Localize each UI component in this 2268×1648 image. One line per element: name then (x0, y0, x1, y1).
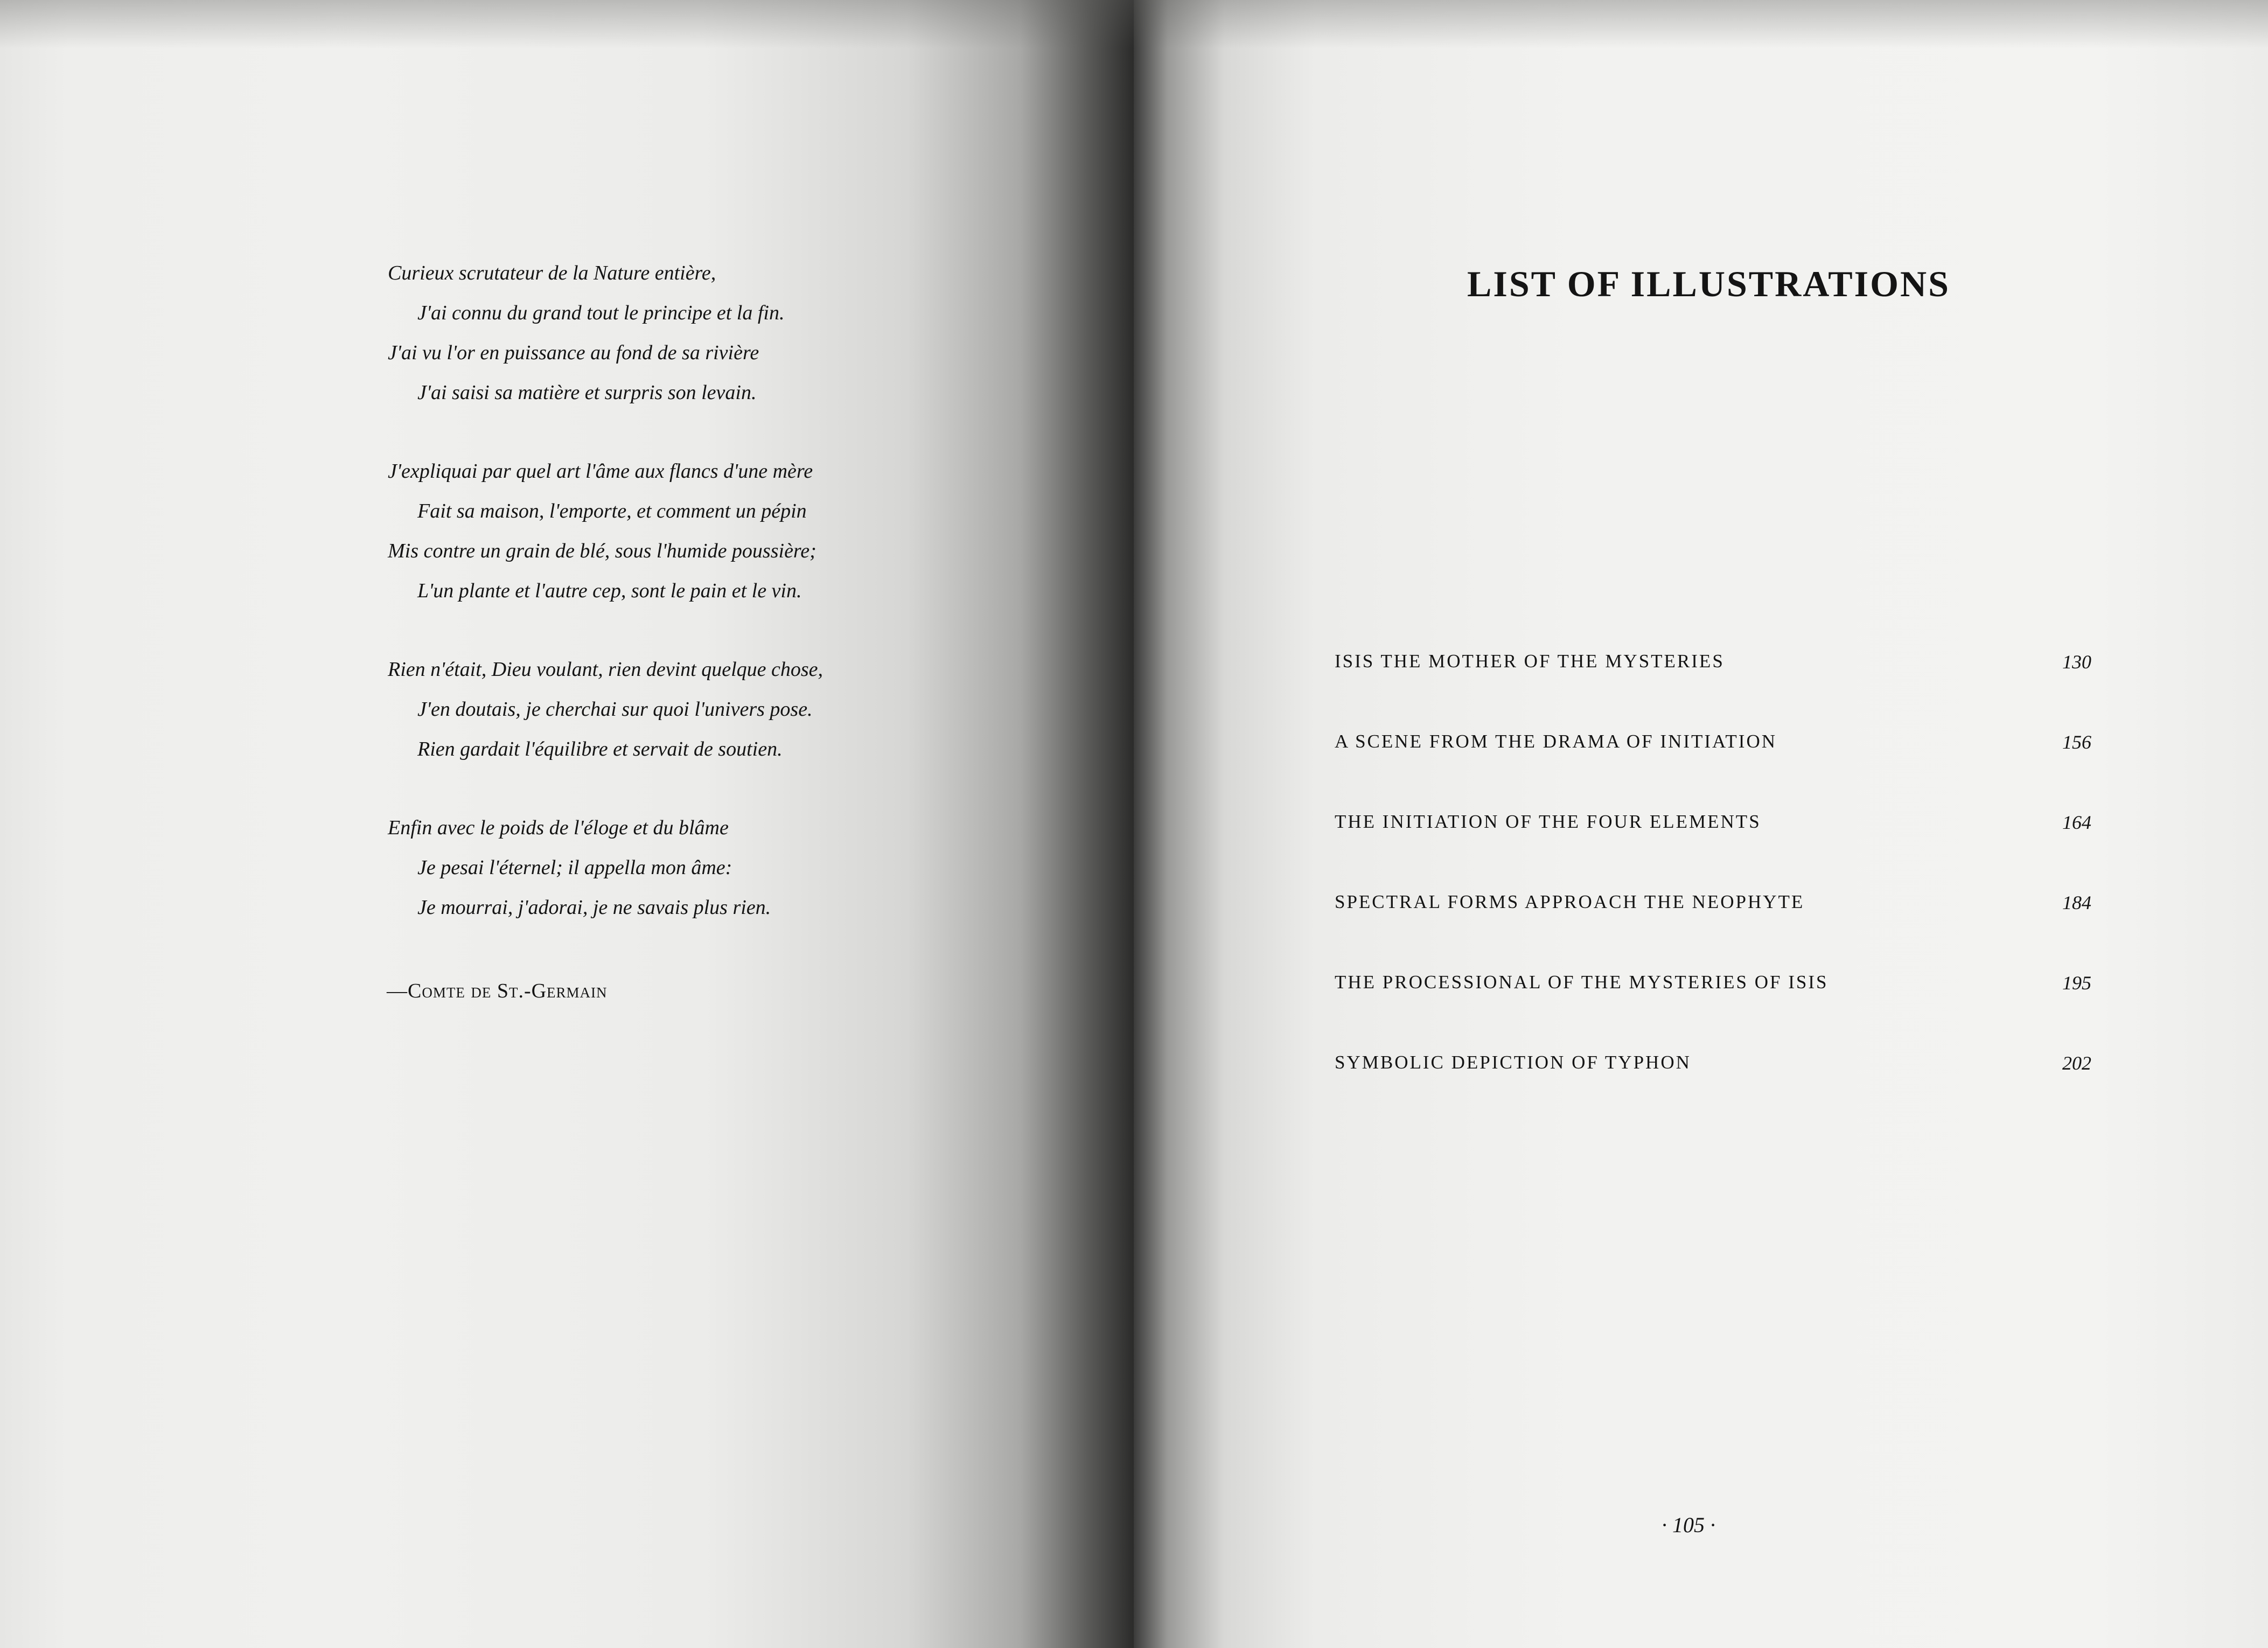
poem-attribution: —Comte de St.-Germain (387, 980, 608, 1002)
poem-stanza-3 (388, 650, 1088, 769)
poem-line: Enfin avec le poids de l'éloge et du blâme (388, 816, 729, 839)
poem-line: J'ai connu du grand tout le principe et la fin. (417, 302, 785, 324)
poem-line: Je mourrai, j'adorai, je ne savais plus rien. (417, 896, 771, 919)
illustration-title: ISIS THE MOTHER OF THE MYSTERIES (1335, 651, 1725, 672)
poem-stanza-2 (388, 451, 1088, 611)
list-item (1335, 651, 2091, 731)
list-item (1335, 891, 2091, 972)
page-title: LIST OF ILLUSTRATIONS (1467, 263, 1950, 304)
page-number: · 105 · (1662, 1513, 1715, 1537)
poem-line: L'un plante et l'autre cep, sont le pain et le vin. (417, 579, 802, 602)
illustration-title: SPECTRAL FORMS APPROACH THE NEOPHYTE (1335, 891, 1805, 912)
illustration-page-number: 184 (2062, 892, 2091, 913)
list-item (1335, 1052, 2091, 1132)
illustration-title: A SCENE FROM THE DRAMA OF INITIATION (1335, 731, 1777, 752)
poem (388, 253, 1088, 927)
poem-line: Fait sa maison, l'emporte, et comment un pépin (417, 500, 807, 522)
poem-stanza-1 (388, 253, 1088, 413)
illustration-page-number: 156 (2062, 731, 2091, 753)
poem-line: Je pesai l'éternel; il appella mon âme: (417, 856, 732, 879)
poem-line: Rien n'était, Dieu voulant, rien devint quelque chose, (388, 658, 824, 681)
illustration-page-number: 164 (2062, 812, 2091, 833)
poem-line: J'ai saisi sa matière et surpris son levain. (417, 381, 757, 404)
poem-line: Rien gardait l'équilibre et servait de soutien. (417, 738, 783, 760)
list-item (1335, 811, 2091, 891)
illustration-title: SYMBOLIC DEPICTION OF TYPHON (1335, 1052, 1691, 1073)
scan-top-shadow (0, 0, 2268, 48)
illustration-title: THE PROCESSIONAL OF THE MYSTERIES OF ISIS (1335, 972, 1829, 993)
illustration-page-number: 202 (2062, 1052, 2091, 1074)
list-item (1335, 731, 2091, 811)
poem-line: J'en doutais, je cherchai sur quoi l'univers pose. (417, 698, 813, 721)
illustrations-list (1335, 651, 2091, 1132)
poem-line: J'ai vu l'or en puissance au fond de sa rivière (388, 341, 759, 364)
poem-stanza-4 (388, 808, 1088, 927)
list-item (1335, 972, 2091, 1052)
illustration-title: THE INITIATION OF THE FOUR ELEMENTS (1335, 811, 1761, 832)
illustration-page-number: 195 (2062, 972, 2091, 994)
poem-line: Curieux scrutateur de la Nature entière, (388, 262, 716, 284)
poem-line: J'expliquai par quel art l'âme aux flancs d'une mère (388, 460, 813, 483)
illustration-page-number: 130 (2062, 651, 2091, 673)
poem-line: Mis contre un grain de blé, sous l'humide poussière; (388, 540, 817, 562)
